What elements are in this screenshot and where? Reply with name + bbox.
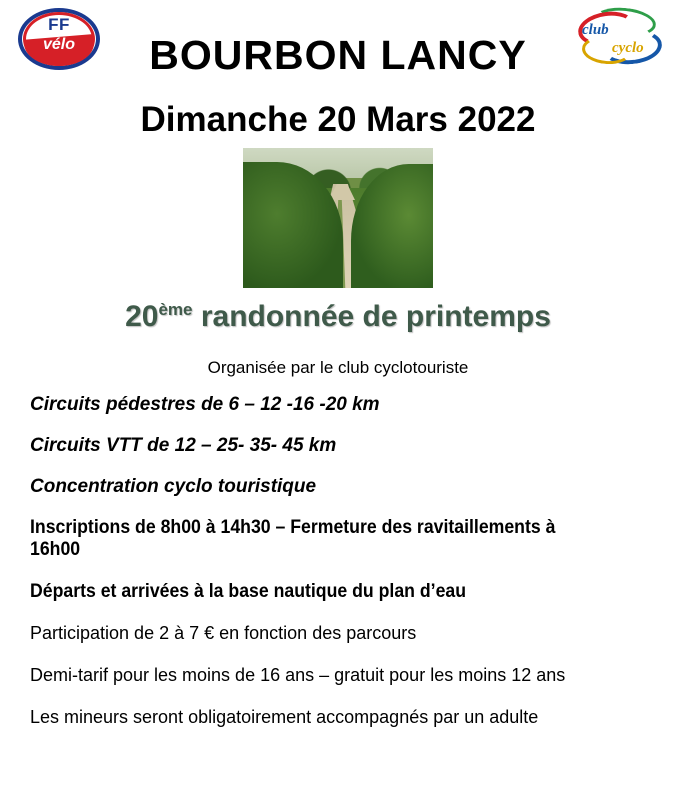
- poster-date: Dimanche 20 Mars 2022: [140, 100, 536, 139]
- detail-line: Départs et arrivées à la base nautique du plan d’eau: [30, 581, 467, 602]
- detail-line: Concentration cyclo touristique: [30, 476, 317, 497]
- ffct-logo-line2: vélo: [42, 36, 75, 53]
- detail-line: Circuits pédestres de 6 – 12 -16 -20 km: [30, 394, 380, 415]
- countryside-path-photo: [243, 148, 433, 288]
- details-list: [30, 394, 650, 749]
- detail-line: Participation de 2 à 7 € en fonction des parcours: [30, 623, 417, 643]
- detail-line: Inscriptions de 8h00 à 14h30 – Fermeture des ravitaillements à 16h00: [30, 517, 556, 560]
- club-logo-word2: cyclo: [612, 40, 644, 56]
- club-logo-word1: club: [582, 22, 609, 38]
- subtitle-text: randonnée de printemps: [192, 300, 551, 333]
- detail-line: Circuits VTT de 12 – 25- 35- 45 km: [30, 435, 337, 456]
- organizer-line: Organisée par le club cyclotouriste: [207, 358, 469, 377]
- poster-title: BOURBON LANCY: [149, 32, 527, 78]
- detail-line: Demi-tarif pour les moins de 16 ans – gratuit pour les moins 12 ans: [30, 665, 566, 685]
- subtitle-edition-number: 20: [125, 300, 159, 333]
- ffct-logo-line1: FF: [48, 15, 70, 34]
- detail-line: Les mineurs seront obligatoirement accompagnés par un adulte: [30, 707, 539, 727]
- event-subtitle: [0, 300, 676, 334]
- subtitle-ordinal-suffix: ème: [158, 300, 193, 319]
